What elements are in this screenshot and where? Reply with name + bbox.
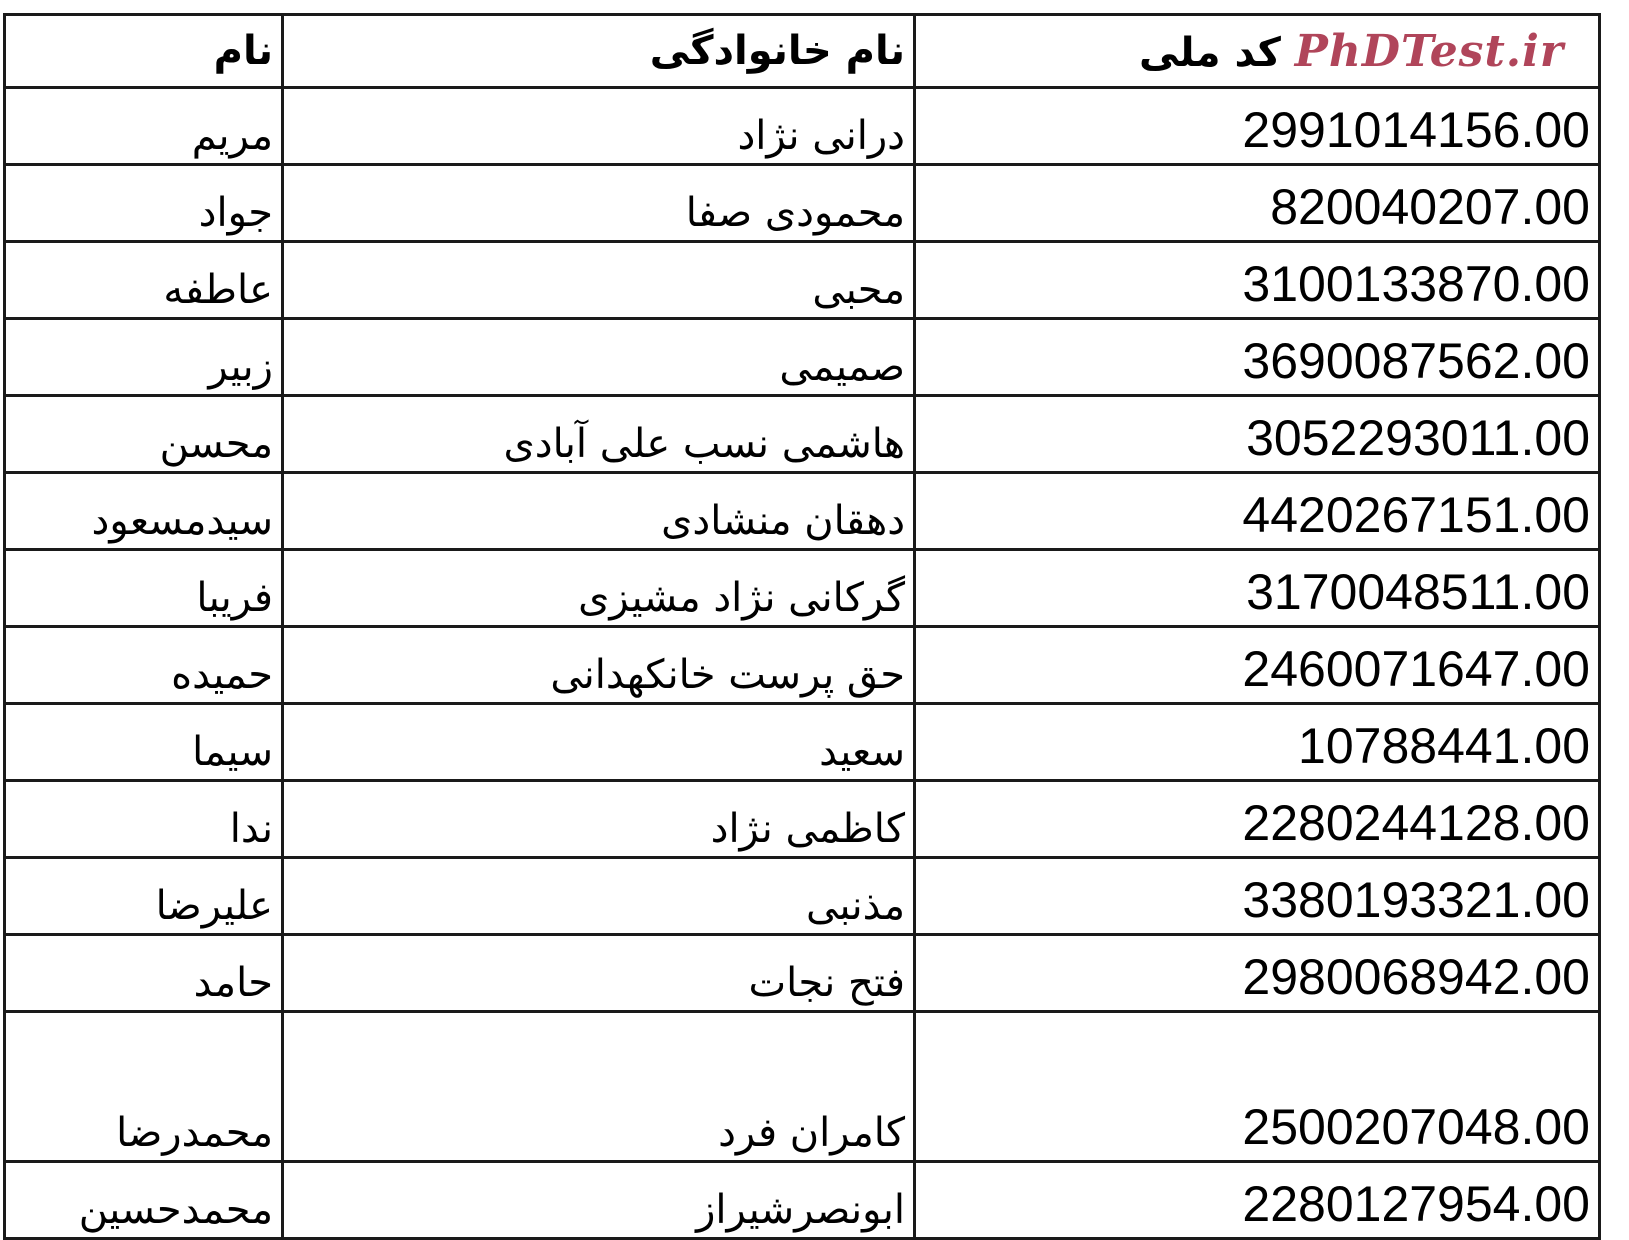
last-name-cell: فتح نجات <box>283 935 915 1012</box>
first-name-cell: محمدحسین <box>5 1162 283 1239</box>
table-row <box>5 319 1600 396</box>
last-name-cell: کاظمی نژاد <box>283 781 915 858</box>
first-name-cell: فریبا <box>5 550 283 627</box>
header-first-name: نام <box>5 15 283 88</box>
first-name-cell: زبیر <box>5 319 283 396</box>
last-name-cell: درانی نژاد <box>283 88 915 165</box>
first-name-cell: مریم <box>5 88 283 165</box>
first-name-cell: عاطفه <box>5 242 283 319</box>
national-id-table <box>3 13 1601 1240</box>
national-code-cell: 3170048511.00 <box>915 550 1600 627</box>
national-code-cell: 10788441.00 <box>915 704 1600 781</box>
first-name-cell: جواد <box>5 165 283 242</box>
header-national-code-label: کد ملی <box>1138 29 1281 76</box>
table-row <box>5 473 1600 550</box>
national-code-cell: 2280244128.00 <box>915 781 1600 858</box>
first-name-cell: علیرضا <box>5 858 283 935</box>
last-name-cell: گرکانی نژاد مشیزی <box>283 550 915 627</box>
last-name-cell: مذنبی <box>283 858 915 935</box>
national-code-cell: 4420267151.00 <box>915 473 1600 550</box>
table-row <box>5 627 1600 704</box>
last-name-cell: هاشمی نسب علی آبادی <box>283 396 915 473</box>
last-name-cell: کامران فرد <box>283 1012 915 1162</box>
last-name-cell: سعید <box>283 704 915 781</box>
last-name-cell: دهقان منشادی <box>283 473 915 550</box>
first-name-cell: سیدمسعود <box>5 473 283 550</box>
last-name-cell: صمیمی <box>283 319 915 396</box>
national-code-cell: 3052293011.00 <box>915 396 1600 473</box>
last-name-cell: ابونصرشیراز <box>283 1162 915 1239</box>
first-name-cell: محسن <box>5 396 283 473</box>
watermark-logo: PhDTest.ir <box>1294 25 1564 77</box>
national-code-cell: 2980068942.00 <box>915 935 1600 1012</box>
table-row <box>5 935 1600 1012</box>
last-name-cell: حق پرست خانکهدانی <box>283 627 915 704</box>
last-name-cell: محمودی صفا <box>283 165 915 242</box>
table-row <box>5 165 1600 242</box>
table-row <box>5 704 1600 781</box>
national-code-cell: 2500207048.00 <box>915 1012 1600 1162</box>
table-row <box>5 242 1600 319</box>
table-row <box>5 858 1600 935</box>
table-row <box>5 396 1600 473</box>
header-last-name: نام خانوادگی <box>283 15 915 88</box>
first-name-cell: ندا <box>5 781 283 858</box>
table-row <box>5 781 1600 858</box>
national-code-cell: 2460071647.00 <box>915 627 1600 704</box>
national-code-cell: 3690087562.00 <box>915 319 1600 396</box>
first-name-cell: سیما <box>5 704 283 781</box>
national-code-cell: 2991014156.00 <box>915 88 1600 165</box>
first-name-cell: محمدرضا <box>5 1012 283 1162</box>
last-name-cell: محبی <box>283 242 915 319</box>
header-row <box>5 15 1600 88</box>
national-code-cell: 2280127954.00 <box>915 1162 1600 1239</box>
first-name-cell: حمیده <box>5 627 283 704</box>
table-row <box>5 1012 1600 1162</box>
national-code-cell: 820040207.00 <box>915 165 1600 242</box>
table-row <box>5 550 1600 627</box>
first-name-cell: حامد <box>5 935 283 1012</box>
national-code-cell: 3380193321.00 <box>915 858 1600 935</box>
table-row <box>5 1162 1600 1239</box>
national-code-cell: 3100133870.00 <box>915 242 1600 319</box>
table-row <box>5 88 1600 165</box>
header-national-code <box>915 15 1600 88</box>
